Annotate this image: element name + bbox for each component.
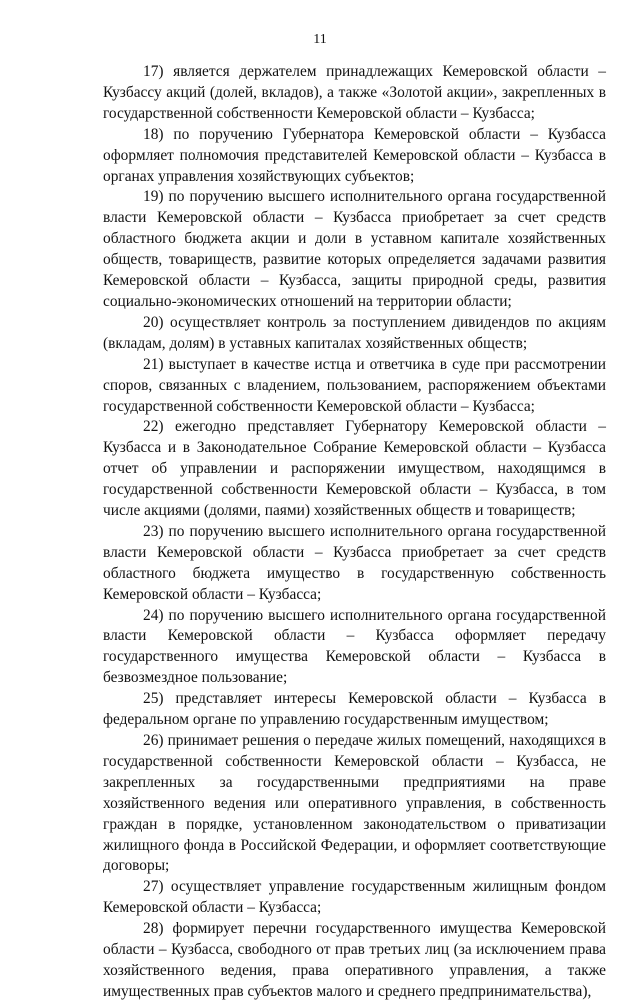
page-number: 11 [313,32,327,47]
paragraph-25: 25) представляет интересы Кемеровской области – Кузбасса в федеральном органе по управлению государственным имуществом; [103,690,606,729]
paragraph-26: 26) принимает решения о передаче жилых помещений, находящихся в государственной собственности Кемеровской области – Кузбасса, не закрепленных за государственными предприятиями на праве хозяйственного ведения или оперативного управления, в собственность граждан в порядке, установленном законодательством о приватизации жилищного фонда в Российской Федерации, и оформляет соответствующие договоры; [103,732,606,875]
paragraph-27: 27) осуществляет управление государственным жилищным фондом Кемеровской области – Кузбасса; [103,878,606,917]
paragraph-24: 24) по поручению высшего исполнительного органа государственной власти Кемеровской области – Кузбасса оформляет передачу государственного имущества Кемеровской области – Кузбасса в безвозмездное пользование; [103,606,606,687]
paragraph-23: 23) по поручению высшего исполнительного органа государственной власти Кемеровской области – Кузбасса приобретает за счет средств областного бюджета имущество в государственную собственность Кемеровской области – Кузбасса; [103,522,606,603]
paragraph-18: 18) по поручению Губернатора Кемеровской области – Кузбасса оформляет полномочия представителей Кемеровской области – Кузбасса в органах управления хозяйствующих субъектов; [103,125,606,185]
document-body [103,62,606,1003]
paragraph-22: 22) ежегодно представляет Губернатору Кемеровской области – Кузбасса и в Законодательное Собрание Кемеровской области – Кузбасса отчет об управлении и распоряжении имуществом, находящимся в государственной собственности Кемеровской области – Кузбасса, в том числе акциями (долями, паями) хозяйственных обществ и товариществ; [103,418,606,520]
paragraph-21: 21) выступает в качестве истца и ответчика в суде при рассмотрении споров, связанных с владением, пользованием, распоряжением объектами государственной собственности Кемеровской области – Кузбасса; [103,355,606,415]
paragraph-20: 20) осуществляет контроль за поступлением дивидендов по акциям (вкладам, долям) в уставных капиталах хозяйственных обществ; [103,313,606,352]
paragraph-19: 19) по поручению высшего исполнительного органа государственной власти Кемеровской области – Кузбасса приобретает за счет средств областного бюджета акции и доли в уставном капитале хозяйственных обществ, товариществ, развитие которых определяется задачами развития Кемеровской области – Кузбасса, защиты природной среды, развития социально-экономических отношений на территории области; [103,188,606,310]
paragraph-17: 17) является держателем принадлежащих Кемеровской области – Кузбассу акций (долей, вкладов), а также «Золотой акции», закрепленных в государственной собственности Кемеровской области – Кузбасса; [103,63,606,122]
paragraph-28: 28) формирует перечни государственного имущества Кемеровской области – Кузбасса, свободного от прав третьих лиц (за исключением права хозяйственного ведения, права оперативного управления, а также имущественных прав субъектов малого и среднего предпринимательства), [103,920,606,1000]
